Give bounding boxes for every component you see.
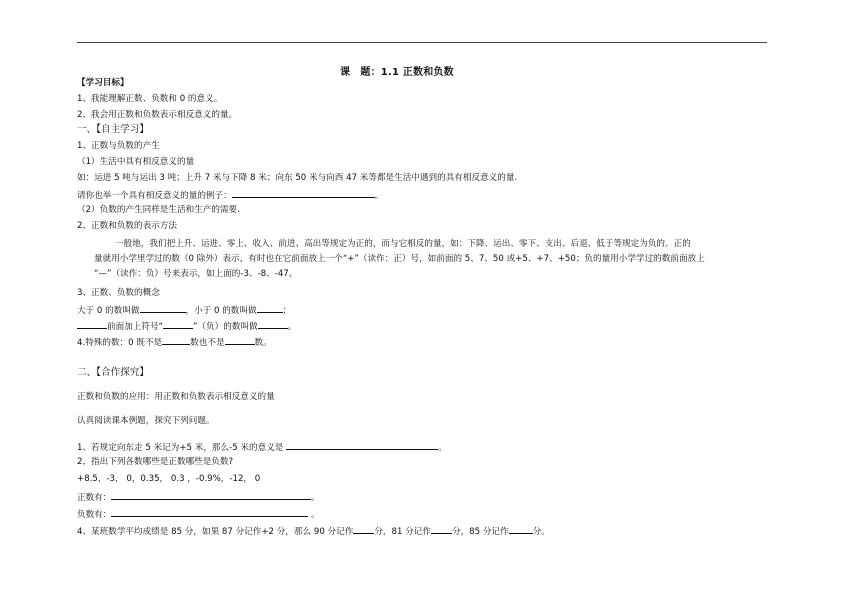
concept-2-text-c: 。 [287, 322, 297, 332]
concept-2-text-a: 前面加上符号“ [107, 322, 164, 332]
question-4-text-c: 分，85 分记作 [451, 527, 509, 537]
subsection-3: 3、正数、负数的概念 [77, 288, 160, 298]
concept-1-text-c: ； [282, 306, 292, 316]
reading-instruction: 认真阅读课本例题，探究下列问题。 [77, 416, 215, 426]
explanation-paragraph [94, 237, 768, 282]
application-text: 正数和负数的应用：用正数和负数表示相反意义的量 [77, 392, 275, 402]
positive-label: 正数有： [77, 493, 112, 503]
concept-3-text-b: 数也不是 [190, 338, 225, 348]
base-number-blank[interactable] [77, 319, 107, 329]
question-1-text: 1、若规定向东走 5 米记为+5 米，那么-5 米的意义是 [77, 443, 284, 453]
negative-name-blank[interactable] [258, 319, 288, 329]
subsection-2: 2、正数和负数的表示方法 [77, 221, 177, 231]
concept-line-3 [77, 335, 272, 349]
negative-label: 负数有： [77, 510, 112, 520]
paragraph-line-3: “—”（读作：负）号来表示，如上面的-3、-8、-47。 [94, 269, 298, 279]
negative-numbers-line [77, 507, 320, 521]
subsection-1a: （1）生活中具有相反意义的量 [77, 157, 195, 167]
zero-not-blank-2[interactable] [225, 335, 255, 345]
question-4 [77, 524, 550, 538]
example-prompt-text: 请你也举一个具有相反意义的量的例子： [77, 191, 232, 201]
section2-heading: 二、【合作探究】 [77, 367, 149, 378]
positive-term-blank[interactable] [140, 303, 186, 313]
positive-numbers-blank[interactable] [111, 490, 311, 500]
sign-blank[interactable] [163, 319, 193, 329]
example-prompt-end: 。 [374, 191, 384, 201]
objective-1: 1、我能理解正数、负数和 0 的意义。 [77, 94, 223, 104]
question-4-text-d: 分。 [532, 527, 550, 537]
subsection-1: 1、正数与负数的产生 [77, 141, 160, 151]
score-81-blank[interactable] [431, 524, 452, 534]
question-4-text-a: 4、某班数学平均成绩是 85 分，如果 87 分记作+2 分，那么 90 分记作 [77, 527, 354, 537]
concept-3-text-a: 4.特殊的数：0 既不是 [77, 338, 163, 348]
negative-end: 。 [311, 510, 320, 520]
negative-numbers-blank[interactable] [111, 507, 308, 517]
objective-2: 2、我会用正数和负数表示相反意义的量。 [77, 110, 238, 120]
header-rule [77, 42, 767, 43]
question-1 [77, 440, 447, 454]
question-4-text-b: 分，81 分记作 [374, 527, 431, 537]
example-answer-blank[interactable] [232, 188, 375, 198]
example-prompt [77, 188, 383, 202]
question-1-end: 。 [438, 443, 447, 453]
concept-1-text-b: ，小于 0 的数叫做 [185, 306, 257, 316]
example-text: 如：运进 5 吨与运出 3 吨；上升 7 米与下降 8 米；向东 50 米与向西 47 米等都是生活中遇到的具有相反意义的量. [77, 173, 518, 183]
question-2: 2、指出下列各数哪些是正数哪些是负数? [77, 457, 234, 467]
objectives-heading: 【学习目标】 [77, 78, 129, 88]
paragraph-line-1: 一般地，我们把上升、运进、零上、收入、前进、高出等规定为正的，而与它相反的量，如：下降、运出、零下、支出、后退、低于等规定为负的。正的 [115, 239, 691, 249]
number-list: +8.5，-3， 0，0.35， 0.3 ，-0.9%，-12， 0 [77, 474, 261, 484]
concept-1-text-a: 大于 0 的数叫做 [77, 306, 140, 316]
concept-line-1 [77, 303, 291, 317]
question-1-blank[interactable] [286, 440, 438, 450]
page-title: 课 题：1.1 正数和负数 [340, 67, 454, 78]
positive-end: 。 [311, 493, 320, 503]
paragraph-line-2: 量就用小学里学过的数（0 除外）表示，有时也在它前面放上一个“+”（读作：正）号，如前面的 5、7、50 或+5、+7、+50；负的量用小学学过的数前面放上 [94, 254, 705, 264]
score-85-blank[interactable] [509, 524, 533, 534]
positive-numbers-line [77, 490, 320, 504]
zero-not-blank-1[interactable] [162, 335, 190, 345]
score-90-blank[interactable] [353, 524, 374, 534]
concept-2-text-b: ”（负）的数叫做 [193, 322, 258, 332]
section1-heading: 一、【自主学习】 [77, 124, 149, 135]
subsection-1b: （2）负数的产生同样是生活和生产的需要. [77, 205, 240, 215]
concept-line-2 [77, 319, 296, 333]
concept-3-text-c: 数。 [254, 338, 272, 348]
negative-term-blank[interactable] [257, 303, 283, 313]
